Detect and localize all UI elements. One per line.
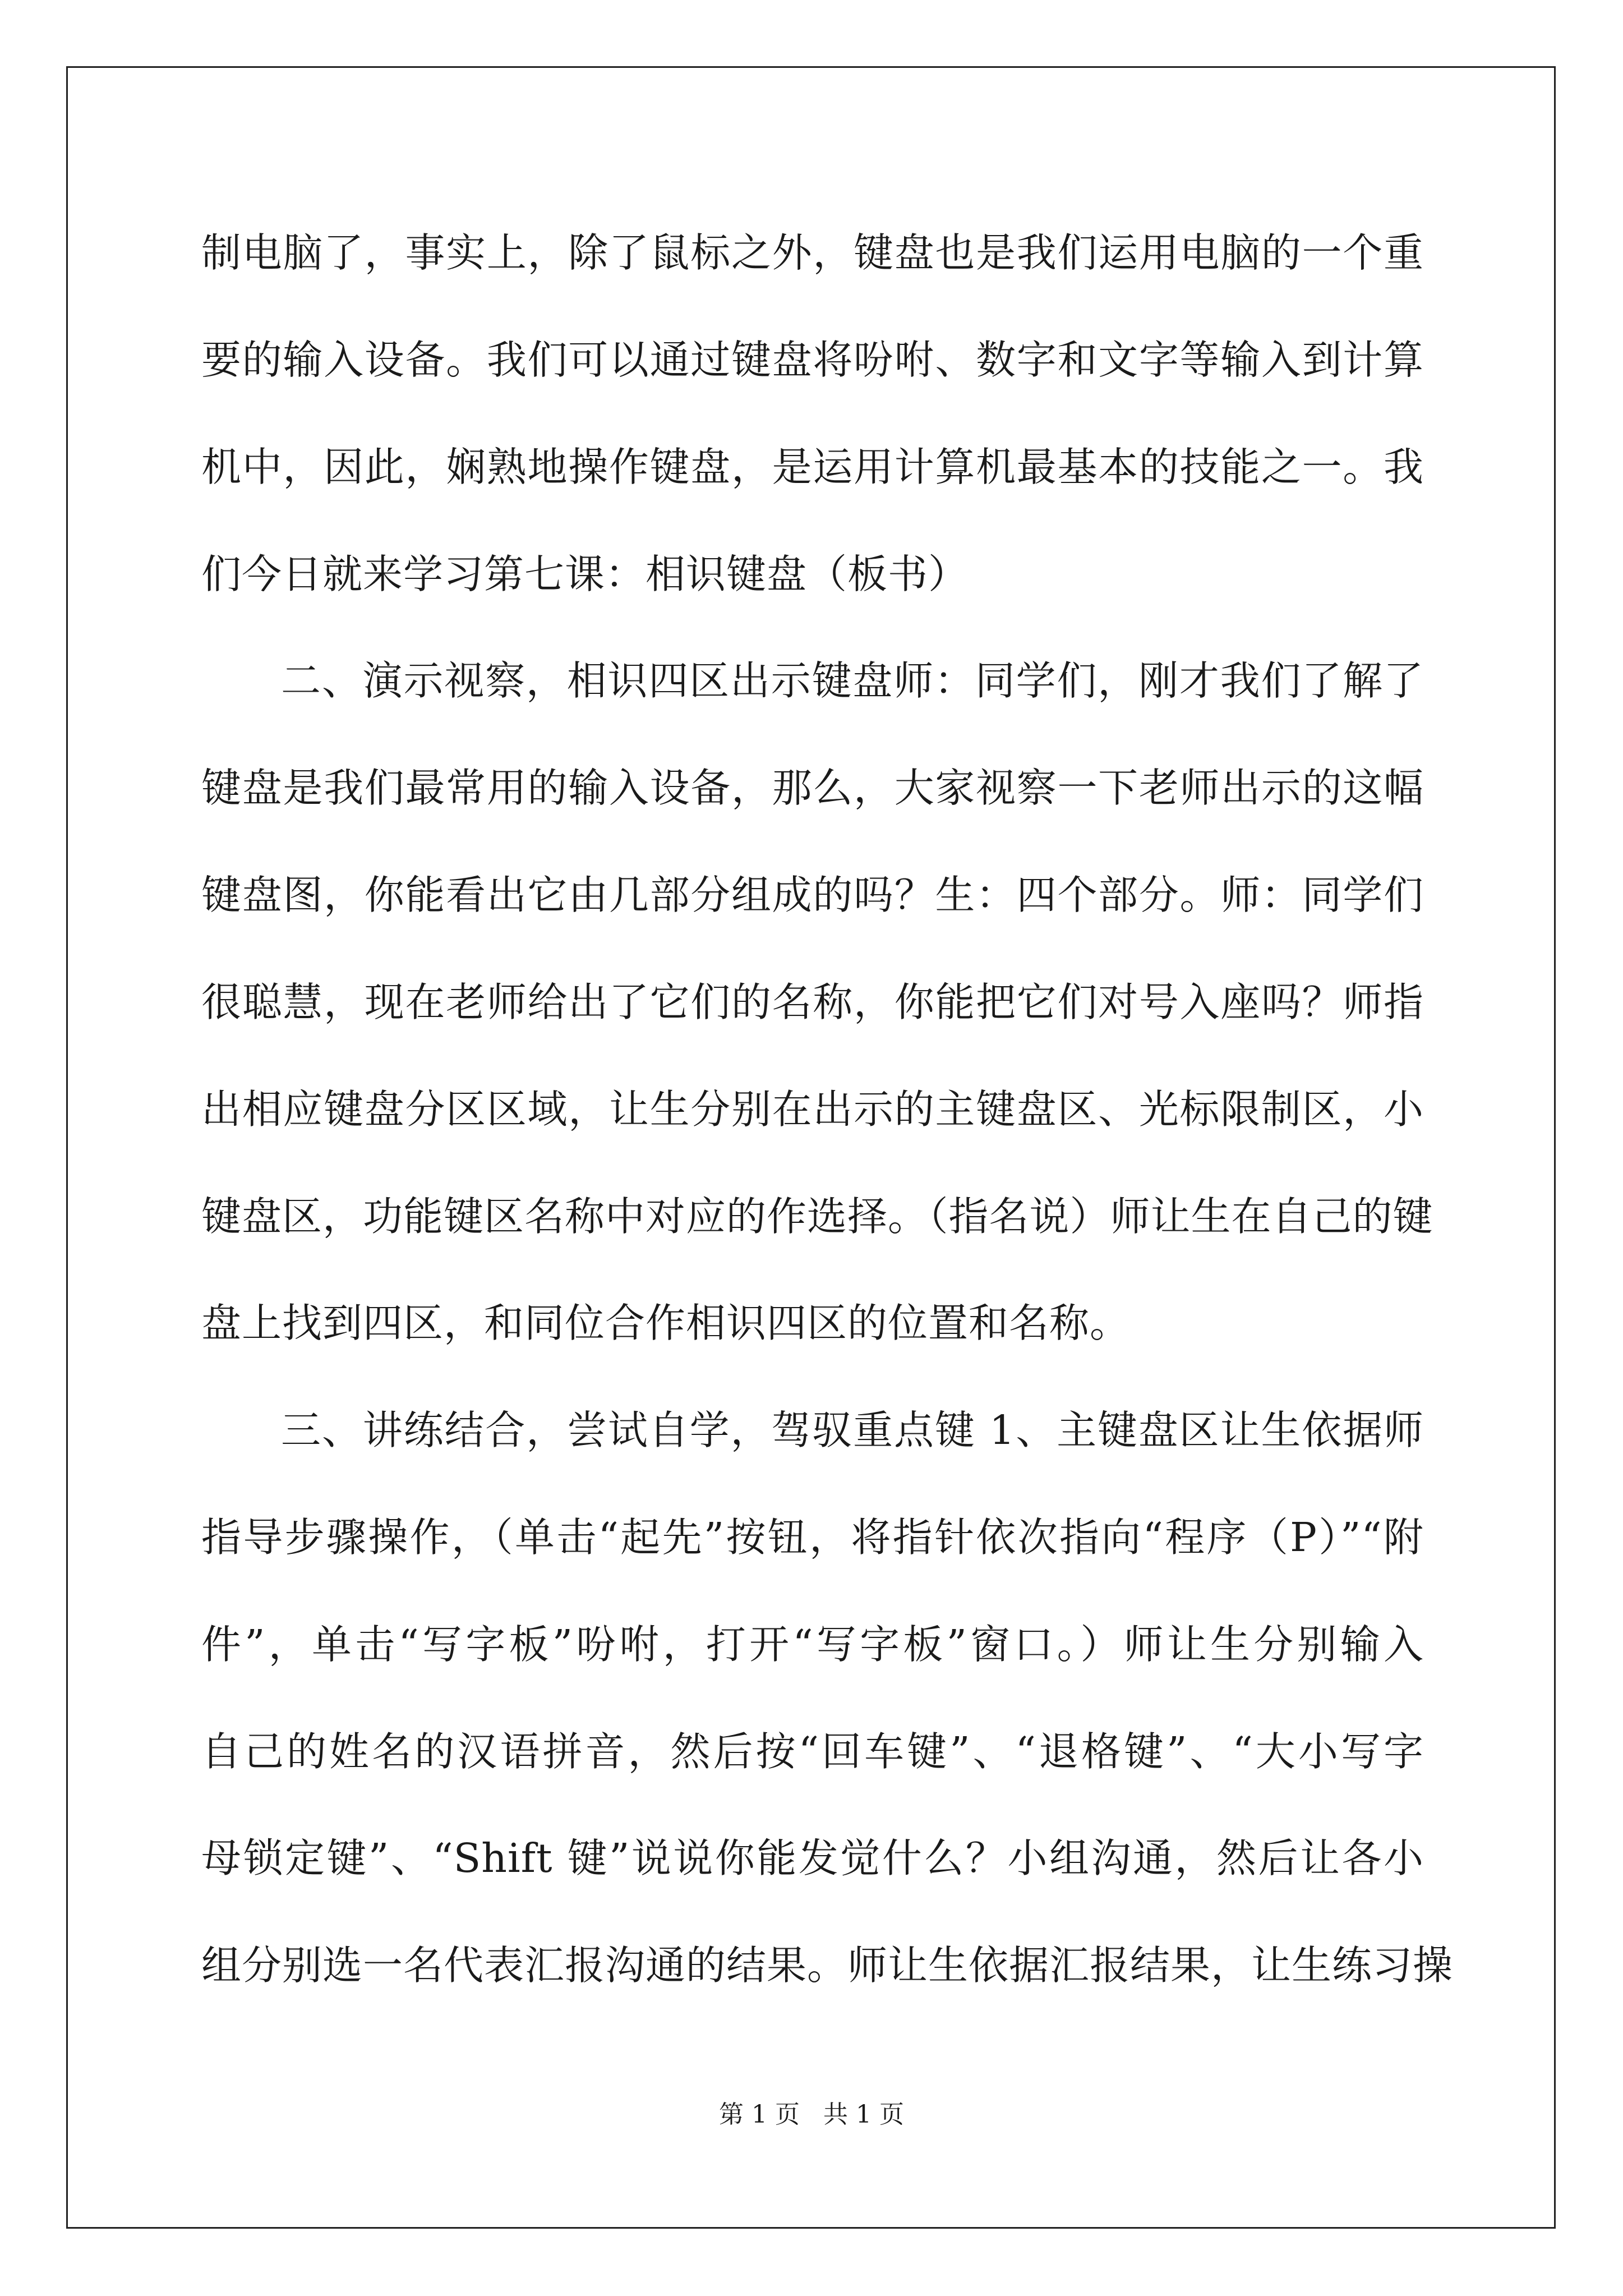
body-line-3: 机中，因此，娴熟地操作键盘，是运用计算机最基本的技能之一。我 [201,444,1424,490]
body-line-16: 母锁定键”、“Shift 键”说说你能发觉什么？小组沟通，然后让各小 [201,1835,1424,1881]
body-line-10: 键盘区，功能键区名称中对应的作选择。（指名说）师让生在自己的键 [201,1193,1433,1240]
body-line-8: 很聪慧，现在老师给出了它们的名称，你能把它们对号入座吗？师指 [201,979,1424,1025]
body-line-6: 键盘是我们最常用的输入设备，那么，大家视察一下老师出示的这幅 [201,765,1424,811]
body-line-13: 指导步骤操作，（单击“起先”按钮，将指针依次指向“程序（P）”“附 [201,1514,1424,1561]
body-line-2: 要的输入设备。我们可以通过键盘将吩咐、数字和文字等输入到计算 [201,337,1424,383]
page-footer: 第 1 页 共 1 页 [719,2100,904,2129]
body-line-9: 出相应键盘分区区域，让生分别在出示的主键盘区、光标限制区，小 [201,1086,1424,1133]
body-line-17: 组分别选一名代表汇报沟通的结果。师让生依据汇报结果，让生练习操 [201,1942,1454,1989]
body-line-11: 盘上找到四区，和同位合作相识四区的位置和名称。 [201,1300,1131,1346]
paragraph-2-first-line: 二、演示视察，相识四区出示键盘师：同学们，刚才我们了解了 [281,657,1424,704]
body-line-15: 自己的姓名的汉语拼音，然后按“回车键”、“退格键”、“大小写字 [201,1728,1424,1775]
paragraph-3-first-line: 三、讲练结合，尝试自学，驾驭重点键 1、主键盘区让生依据师 [281,1407,1424,1453]
body-line-4: 们今日就来学习第七课：相识键盘（板书） [201,551,969,597]
page-border [66,66,1556,2229]
body-line-14: 件”，单击“写字板”吩咐，打开“写字板”窗口。）师让生分别输入 [201,1621,1424,1668]
body-line-1: 制电脑了，事实上，除了鼠标之外，键盘也是我们运用电脑的一个重 [201,229,1424,276]
body-line-7: 键盘图，你能看出它由几部分组成的吗？生：四个部分。师：同学们 [201,872,1424,918]
